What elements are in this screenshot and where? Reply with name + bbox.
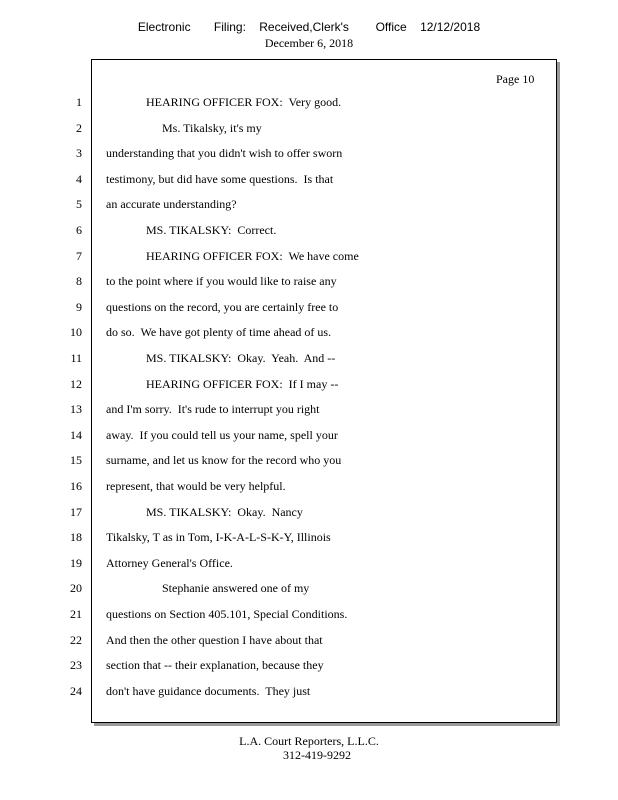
line-text: MS. TIKALSKY: Correct. <box>146 223 277 237</box>
filing-stamp-date: 12/12/2018 <box>420 20 481 34</box>
line-number: 20 <box>70 581 82 596</box>
filing-stamp-office: Office <box>375 20 407 34</box>
transcript-line <box>0 453 618 473</box>
line-number: 19 <box>70 555 82 570</box>
transcript-line <box>0 197 618 217</box>
line-number: 23 <box>70 658 82 673</box>
hearing-date: December 6, 2018 <box>264 36 354 50</box>
line-number: 12 <box>70 376 82 391</box>
line-number: 9 <box>76 299 82 314</box>
line-number: 11 <box>70 351 82 365</box>
line-text: And then the other question I have about that <box>106 632 323 647</box>
line-number: 21 <box>70 607 82 621</box>
transcript-line <box>0 300 618 320</box>
transcript-line <box>0 223 618 243</box>
line-number: 16 <box>70 479 82 493</box>
transcript-line <box>0 556 618 576</box>
footer-reporter: L.A. Court Reporters, L.L.C. <box>239 734 379 748</box>
line-text: represent, that would be very helpful. <box>106 479 286 493</box>
line-text: an accurate understanding? <box>106 197 237 212</box>
line-number: 10 <box>70 325 82 340</box>
line-text: understanding that you didn't wish to offer sworn <box>106 146 343 161</box>
line-text: and I'm sorry. It's rude to interrupt you right <box>106 402 320 417</box>
transcript-line <box>0 121 618 141</box>
line-number: 3 <box>76 146 82 161</box>
line-number: 7 <box>76 248 82 263</box>
line-text: Stephanie answered one of my <box>162 581 310 596</box>
line-text: section that -- their explanation, because they <box>106 658 324 673</box>
line-text: to the point where if you would like to raise any <box>106 274 337 289</box>
line-text: away. If you could tell us your name, spell your <box>106 427 338 442</box>
line-number: 18 <box>70 530 82 545</box>
transcript-line <box>0 607 618 627</box>
line-text: HEARING OFFICER FOX: If I may -- <box>146 376 339 391</box>
line-text: don't have guidance documents. They just <box>106 683 311 698</box>
transcript-line <box>0 95 618 115</box>
line-text: MS. TIKALSKY: Okay. Nancy <box>146 504 303 519</box>
transcript-line <box>0 633 618 653</box>
transcript-line <box>0 274 618 294</box>
transcript-line <box>0 351 618 371</box>
line-text: questions on the record, you are certainly free to <box>106 299 339 314</box>
transcript-line <box>0 684 618 704</box>
line-text: questions on Section 405.101, Special Conditions. <box>106 607 348 621</box>
line-text: Attorney General's Office. <box>106 555 233 570</box>
transcript-line <box>0 530 618 550</box>
line-number: 8 <box>76 274 82 289</box>
line-text: MS. TIKALSKY: Okay. Yeah. And -- <box>146 351 336 365</box>
line-text: Ms. Tikalsky, it's my <box>162 120 262 135</box>
line-number: 24 <box>70 683 82 698</box>
transcript-line <box>0 658 618 678</box>
transcript-line <box>0 377 618 397</box>
page-number: Page 10 <box>496 72 535 86</box>
transcript-line <box>0 325 618 345</box>
transcript-line <box>0 505 618 525</box>
filing-stamp-electronic: Electronic <box>137 20 191 34</box>
footer-phone: 312-419-9292 <box>283 748 351 762</box>
line-text: HEARING OFFICER FOX: Very good. <box>146 95 342 109</box>
transcript-line <box>0 249 618 269</box>
line-number: 2 <box>76 120 82 135</box>
transcript-line <box>0 479 618 499</box>
line-number: 13 <box>70 402 82 417</box>
line-text: surname, and let us know for the record who you <box>106 453 342 468</box>
line-text: do so. We have got plenty of time ahead of us. <box>106 325 332 340</box>
line-number: 4 <box>76 171 82 186</box>
filing-stamp-filing: Filing: <box>213 20 246 34</box>
transcript-line <box>0 172 618 192</box>
line-number: 22 <box>70 632 82 647</box>
line-number: 1 <box>76 95 82 109</box>
transcript-line <box>0 428 618 448</box>
filing-stamp-received: Received,Clerk's <box>259 20 349 34</box>
filing-stamp <box>0 20 618 34</box>
line-text: testimony, but did have some questions. Is that <box>106 171 334 186</box>
transcript-line <box>0 146 618 166</box>
transcript-line <box>0 581 618 601</box>
line-number: 15 <box>70 453 82 468</box>
line-text: HEARING OFFICER FOX: We have come <box>146 248 359 263</box>
line-number: 6 <box>76 223 82 237</box>
line-text: Tikalsky, T as in Tom, I-K-A-L-S-K-Y, Illinois <box>106 530 331 545</box>
transcript-line <box>0 402 618 422</box>
line-number: 5 <box>76 197 82 212</box>
line-number: 14 <box>70 427 82 442</box>
line-number: 17 <box>70 504 82 519</box>
